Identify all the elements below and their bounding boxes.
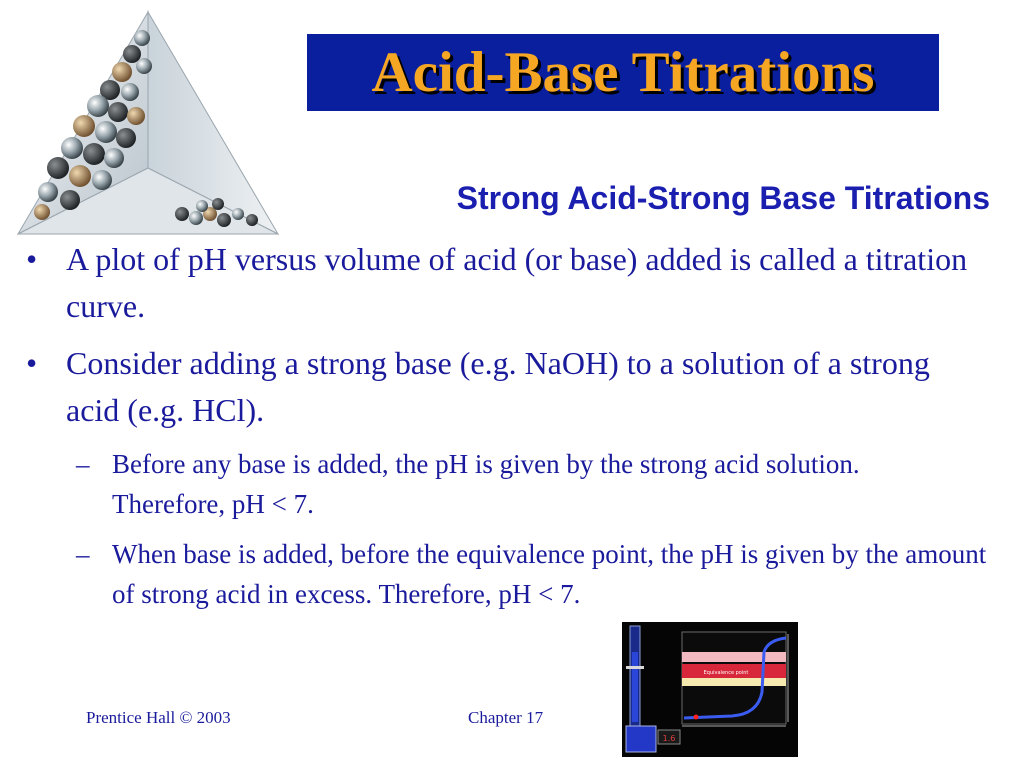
slide-subtitle: Strong Acid-Strong Base Titrations (456, 180, 990, 216)
sub-bullet-text: When base is added, before the equivalence point, the pH is given by the amount of strong acid in excess. Therefore, pH < 7. (112, 539, 987, 609)
bullet-mark: • (26, 241, 38, 277)
footer-chapter: Chapter 17 (468, 708, 544, 727)
title-banner (307, 34, 939, 111)
bullet-mark: • (26, 345, 38, 381)
molecular-pyramid-image (14, 8, 282, 240)
sub-bullet-mark: – (76, 449, 90, 479)
meter-reading: 1.6 (662, 734, 676, 743)
sub-bullet-item (26, 534, 996, 614)
footer-publisher: Prentice Hall © 2003 (86, 708, 231, 727)
sub-bullet-mark: – (76, 539, 90, 569)
sub-bullet-text: Before any base is added, the pH is given by the strong acid solution. Therefore, pH < 7. (112, 449, 860, 519)
slide-title: Acid-Base Titrations (371, 41, 875, 104)
titration-apparatus-image (622, 622, 798, 757)
bullet-item (26, 236, 986, 330)
sub-bullet-item (26, 444, 954, 524)
bullet-text: Consider adding a strong base (e.g. NaOH) to a solution of a strong acid (e.g. HCl). (66, 345, 930, 428)
bullet-text: A plot of pH versus volume of acid (or base) added is called a titration curve. (66, 241, 968, 324)
bullet-item (26, 340, 986, 434)
equivalence-point-label: Equivalence point (703, 670, 749, 676)
slide-content (26, 236, 986, 624)
